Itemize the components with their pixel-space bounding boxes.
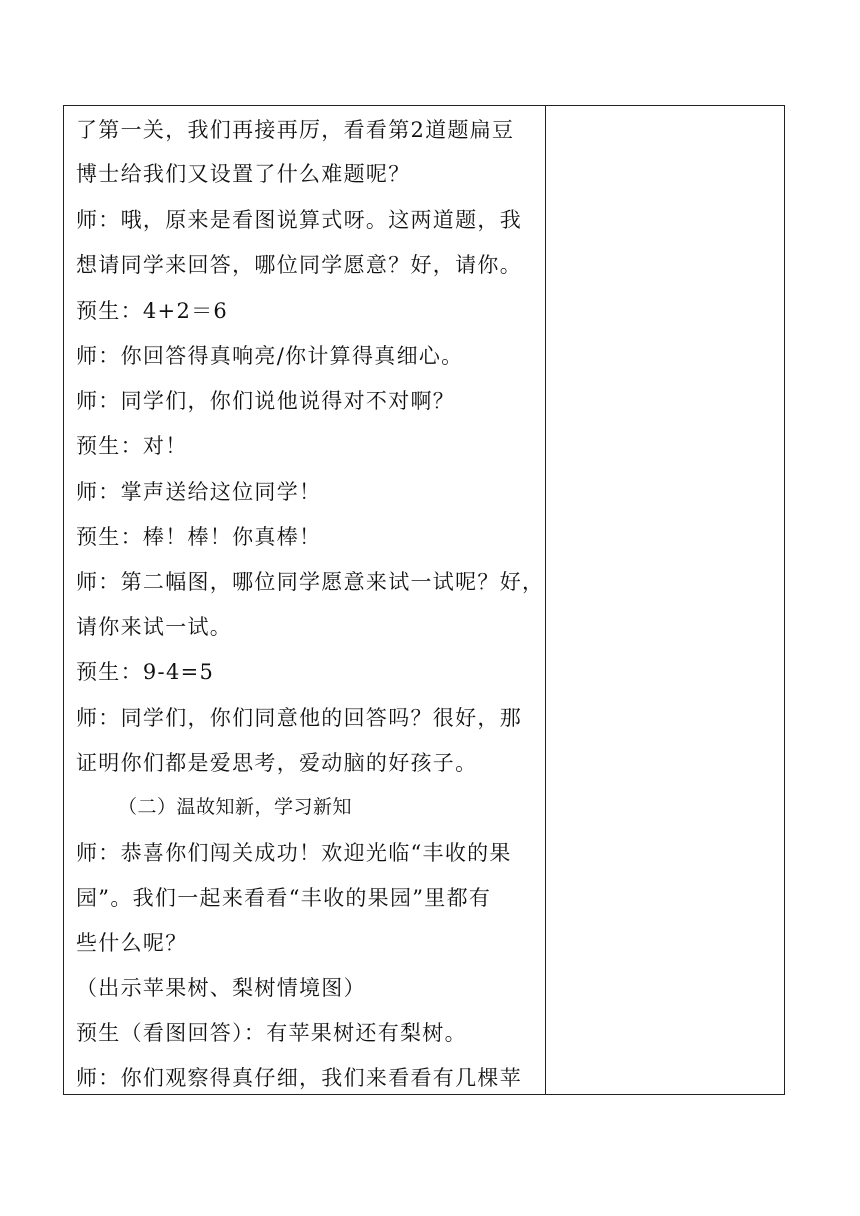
text-line: 师：同学们，你们说他说得对不对啊？ <box>76 389 456 413</box>
text-line: （出示苹果树、梨树情境图） <box>76 976 366 1000</box>
lesson-content-cell <box>64 106 546 1094</box>
text-line: 师：同学们，你们同意他的回答吗？很好，那 <box>76 706 522 730</box>
text-line: 预生：棒！棒！你真棒！ <box>76 525 322 549</box>
text-line: 预生（看图回答）：有苹果树还有梨树。 <box>76 1021 467 1045</box>
text-line: 师：第二幅图，哪位同学愿意来试一试呢？好， <box>76 570 545 594</box>
text-line: 证明你们都是爱思考，爱动脑的好孩子。 <box>76 751 478 775</box>
text-line: 师：掌声送给这位同学！ <box>76 480 322 504</box>
lesson-table <box>63 105 785 1095</box>
text-line: 些什么呢？ <box>76 931 188 955</box>
text-line: 预生：9-4=5 <box>76 660 215 684</box>
text-line: 想请同学来回答，哪位同学愿意？好，请你。 <box>76 253 522 277</box>
text-line: 园”。我们一起来看看“丰收的果园”里都有 <box>76 886 492 910</box>
text-line: 师：哦，原来是看图说算式呀。这两道题，我 <box>76 208 522 232</box>
text-line: 了第一关，我们再接再厉，看看第2道题扁豆 <box>76 118 515 142</box>
text-line: 师：你回答得真响亮/你计算得真细心。 <box>76 344 464 368</box>
text-line: 预生：4+2＝6 <box>76 299 229 323</box>
text-line: 预生：对！ <box>76 434 188 458</box>
text-line: 师：恭喜你们闯关成功！欢迎光临“丰收的果 <box>76 841 512 865</box>
notes-cell <box>546 106 784 1094</box>
section-heading: （二）温故知新，学习新知 <box>118 796 353 818</box>
text-line: 博士给我们又设置了什么难题呢？ <box>76 162 411 186</box>
text-line: 请你来试一试。 <box>76 615 233 639</box>
text-line: 师：你们观察得真仔细，我们来看看有几棵苹 <box>76 1066 522 1090</box>
